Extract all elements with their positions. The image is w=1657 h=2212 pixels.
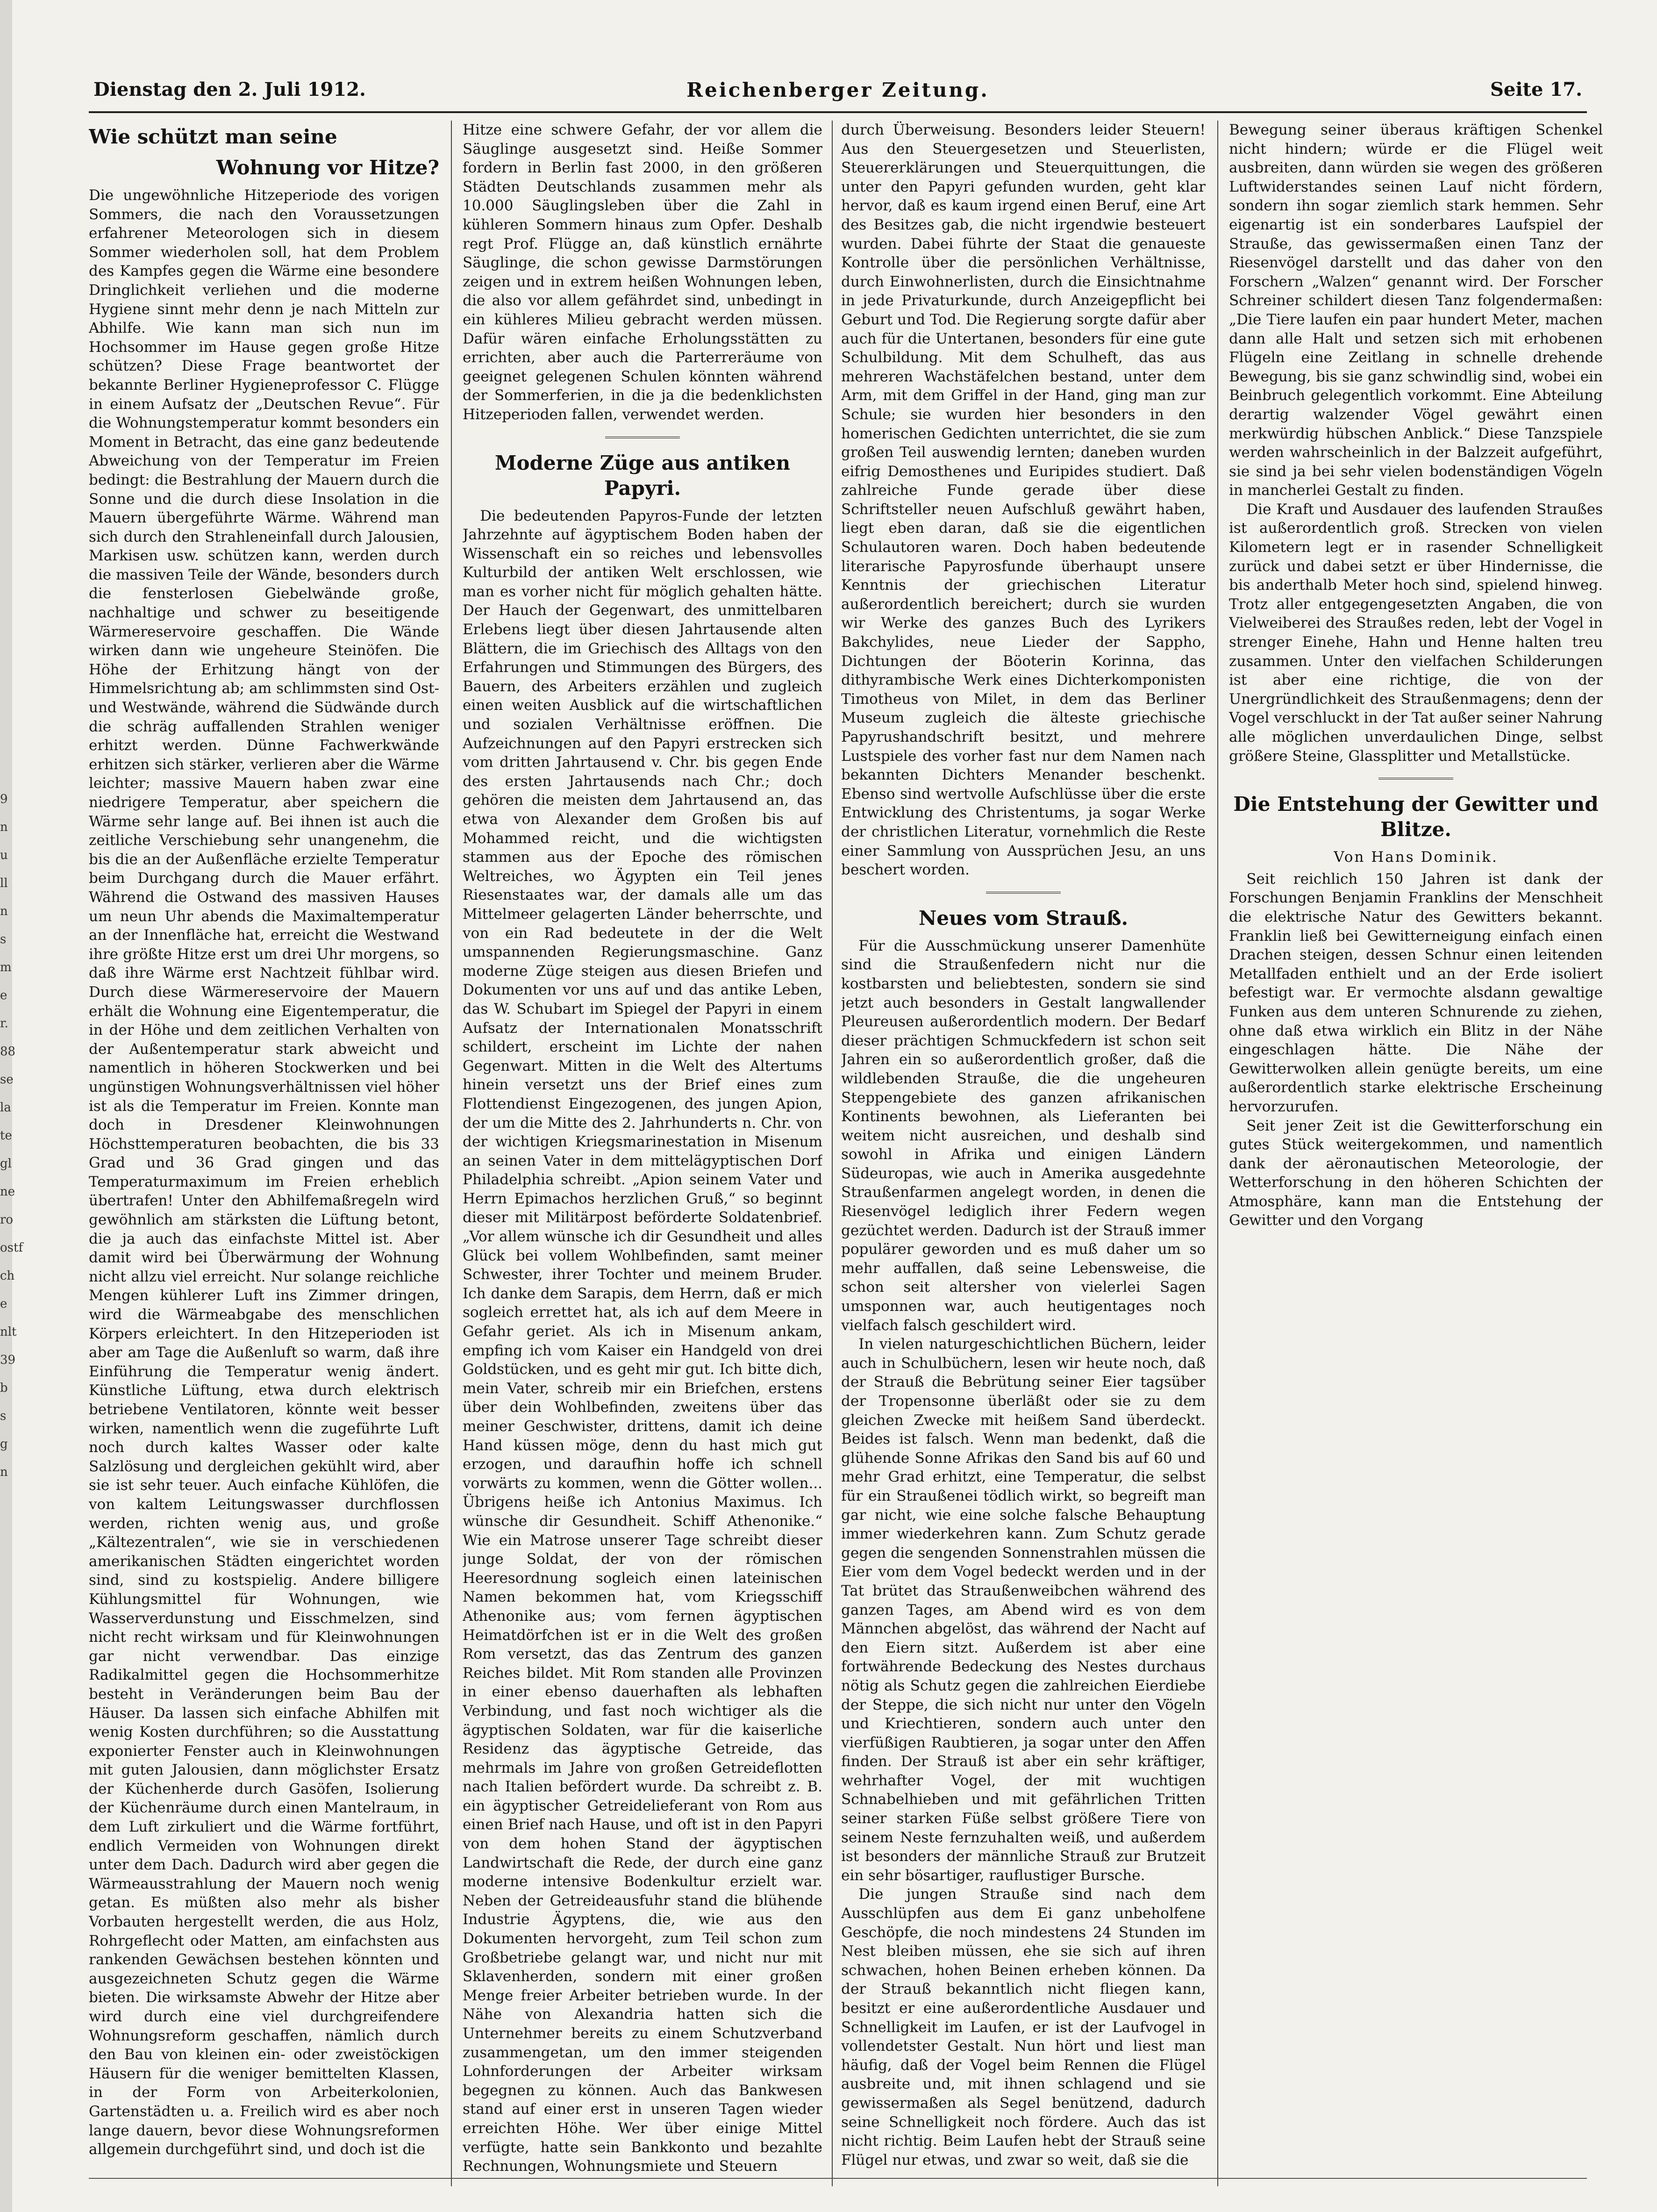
article-title-hitze-line2: Wohnung vor Hitze? [216, 156, 439, 179]
article-paragraph: In vielen naturgeschichtlichen Büchern, leider auch in Schulbüchern, lesen wir heute noch, daß der Strauß die Bebrütung seiner Eier tagsüber der Tropensonne überläßt oder sie zu dem gleichen Zwecke mit heißem Sand überdeckt. Beides ist falsch. Wenn man bedenkt, daß die glühende Sonne Afrikas den Sand bis auf 60 und mehr Grad erhitzt, eine Temperatur, die selbst für ein Straußenei tödlich wirkt, so begreift man gar nicht, wie eine solche falsche Behauptung immer wiederkehren kann. Zum Schutz gerade gegen die sengenden Sonnenstrahlen müssen die Eier vom dem Vogel bedeckt werden und in der Tat brütet das Straußenweibchen während des ganzen Tages, am Abend wird es von dem Männchen abgelöst, das während der Nacht auf den Eiern sitzt. Außerdem ist aber eine fortwährende Bedeckung des Nestes durchaus nötig als Schutz gegen die zahlreichen Eierdiebe der Steppe, die sich nicht nur unter den Vögeln und Kriechtieren, sondern auch unter den vierfüßigen Raubtieren, ja sogar unter den Affen finden. Der Strauß ist aber ein sehr kräftiger, wehrhafter Vogel, der mit wuchtigen Schnabelhieben und mit gefährlichen Tritten seiner starken Füße selbst größere Tiere von seinem Neste fernzuhalten weiß, und außerdem ist besonders der männliche Strauß zur Brutzeit ein sehr bösartiger, rauflustiger Bursche. [841, 1336, 1206, 1884]
article-paragraph: Die ungewöhnliche Hitzeperiode des vorigen Sommers, die nach den Voraussetzungen erfahrener Meteorologen sich in diesem Sommer wiederholen soll, hat dem Problem des Kampfes gegen die Wärme eine besondere Dringlichkeit verliehen und die moderne Hygiene sinnt mehr denn je nach Mitteln zur Abhilfe. Wie kann man sich nun im Hochsommer im Hause gegen große Hitze schützen? Diese Frage beantwortet der bekannte Berliner Hygieneprofessor C. Flügge in einem Aufsatz der „Deutschen Revue“. Für die Wohnungstemperatur kommt besonders ein Moment in Betracht, das eine ganz bedeutende Abweichung von der Temperatur im Freien bedingt: die Bestrahlung der Mauern durch die Sonne und die durch diese Insolation in die Mauern übergeführte Wärme. Während man sich durch den Strahleneinfall durch Jalousien, Markisen usw. schützen kann, werden durch die massiven Teile der Wände, besonders durch die fensterlosen Giebelwände große, nachhaltige und schwer zu beseitigende Wärmereservoire geschaffen. Die Wände wirken dann wie ungeheure Steinöfen. Die Höhe der Erhitzung hängt von der Himmelsrichtung ab; am schlimmsten sind Ost- und Westwände, während die Südwände durch die schräg auffallenden Strahlen weniger erhitzt werden. Dünne Fachwerkwände erhitzen sich stärker, verlieren aber die Wärme leichter; massive Mauern haben zwar eine niedrigere Temperatur, aber speichern die Wärme sehr lange auf. Bei ihnen ist auch die zeitliche Verschiebung sehr unangenehm, die bis die an der Außenfläche erzielte Temperatur beim Durchgang durch die Mauer erfährt. Während die Ostwand des massiven Hauses um neun Uhr abends die Maximaltemperatur an der Innenfläche hat, erreicht die Westwand ihre größte Hitze erst um drei Uhr morgens, so daß ihre Wärme erst Nachtzeit fühlbar wird. Durch diese Wärmereservoire der Mauern erhält die Wohnung eine Eigentemperatur, die in der Höhe und dem zeitlichen Verhalten von der Außentemperatur stark abweicht und namentlich in höheren Stockwerken und bei ungünstigen Wohnungsverhältnissen viel höher ist als die Temperatur im Freien. Konnte man doch in Dresdener Kleinwohnungen Höchsttemperaturen beobachten, die bis 33 Grad und 36 Grad gingen und das Temperaturmaximum im Freien erheblich übertrafen! Unter den Abhilfemaßregeln wird gewöhnlich am stärksten die Lüftung betont, die ja auch das einfachste Mittel ist. Aber damit wird bei Überwärmung der Wohnung nicht allzu viel erreicht. Nur solange reichliche Mengen kühlerer Luft ins Zimmer dringen, wird die Wärmeabgabe des menschlichen Körpers erleichtert. In den Hitzeperioden ist aber am Tage die Außenluft so warm, daß ihre Einführung die Temperatur wenig ändert. Künstliche Lüftung, etwa durch elektrisch betriebene Ventilatoren, könnte weit besser wirken, namentlich wenn die zugeführte Luft noch durch kaltes Wasser oder kalte Salzlösung und dergleichen gekühlt wird, aber sie ist sehr teuer. Auch einfache Kühlöfen, die von kaltem Leitungswasser durchflossen werden, richten wenig aus, und große „Kältezentralen“, wie sie in verschiedenen amerikanischen Städten eingerichtet worden sind, sind zu kostspielig. Andere billigere Kühlungsmittel für Wohnungen, wie Wasserverdunstung und Eisschmelzen, sind nicht recht wirksam und für Kleinwohnungen gar nicht verwendbar. Das einzige Radikalmittel gegen die Hochsommerhitze besteht in Veränderungen beim Bau der Häuser. Da lassen sich einfache Abhilfen mit wenig Kosten durchführen; so die Ausstattung exponierter Fenster auch in Kleinwohnungen mit guten Jalousien, dann möglichster Ersatz der Küchenherde durch Gasöfen, Isolierung der Küchenräume durch einen Mantelraum, in dem Luft zirkuliert und die Wärme fortführt, endlich Vermeiden von Wohnungen direkt unter dem Dach. Dadurch wird aber gegen die Wärmeausstrahlung der Mauern noch wenig getan. Es müßten also mehr als bisher Vorbauten hergestellt werden, die aus Holz, Rohrgeflecht oder Matten, am einfachsten aus rankenden Gewächsen bestehen könnten und ausgezeichneten Schutz gegen die Wärme bieten. Die wirksamste Abwehr der Hitze aber wird durch eine viel durchgreifendere Wohnungsreform geschaffen, nämlich durch den Bau von kleinen ein- oder zweistöckigen Häusern für die weniger bemittelten Klassen, in der Form von Arbeiterkolonien, Gartenstädten u. a. Freilich wird es aber noch lange dauern, bevor diese Wohnungsreformen allgemein durchgeführt sind, und doch ist die [89, 187, 439, 2158]
article-title-gewitter: Die Entstehung der Gewitter und Blitze. [1233, 793, 1599, 841]
header-rule [89, 111, 1587, 113]
article-paragraph: Für die Ausschmückung unserer Damenhüte sind die Straußenfedern nicht nur die kostbarsten und beliebtesten, sondern sie sind jetzt auch besonders in Gestalt langwallender Pleureusen außerordentlich modern. Der Bedarf dieser prächtigen Schmuckfedern ist schon seit Jahren ein so außerordentlich großer, daß die wildlebenden Strauße, die die ungeheuren Steppengebiete des ganzen afrikanischen Kontinents bewohnen, als Lieferanten bei weitem nicht ausreichen, und deshalb sind sowohl in Afrika und einigen Ländern Südeuropas, wie auch in Amerika ausgedehnte Straußenfarmen angelegt worden, in denen die Riesenvögel lediglich ihrer Federn wegen gezüchtet werden. Dadurch ist der Strauß immer populärer geworden und es muß daher um so mehr auffallen, daß seine Lebensweise, die schon seit altersher von vielerlei Sagen umsponnen war, auch heutigentages noch vielfach falsch geschildert wird. [841, 937, 1206, 1334]
column-4 [1229, 121, 1603, 2177]
article-separator [1378, 778, 1453, 781]
adjacent-page-fragment: 88 [0, 1045, 16, 1059]
page-number: Seite 17. [1490, 79, 1582, 100]
article-paragraph: Die Kraft und Ausdauer des laufenden Straußes ist außerordentlich groß. Strecken von vielen Kilometern legt er in rasender Schnelligkeit zurück und dabei setzt er über Hindernisse, die bis anderthalb Meter hoch sind, spielend hinweg. Trotz aller entgegengesetzten Angaben, die von Vielweiberei des Straußes reden, lebt der Vogel in strenger Einehe, Hahn und Henne halten treu zusammen. Unter den vielfachen Schilderungen ist aber eine richtige, die von der Unergründlichkeit des Straußenmagens; denn der Vogel verschluckt in der Tat außer seiner Nahrung alle möglichen unverdaulichen Dinge, selbst größere Steine, Glassplitter und Metallstücke. [1229, 501, 1603, 765]
adjacent-page-fragment: r. [0, 1017, 8, 1031]
article-title-strauss: Neues vom Strauß. [918, 906, 1128, 930]
adjacent-page-fragment: e [0, 1297, 7, 1311]
article-paragraph: Bewegung seiner überaus kräftigen Schenkel nicht hindern; würde er die Flügel weit ausbreiten, dann würden sie wegen des größeren Luftwiderstandes seinen Lauf nicht fördern, sondern ihn sogar ziemlich stark hemmen. Sehr eigenartig ist ein sonderbares Laufspiel der Strauße, das gewissermaßen einen Tanz der Riesenvögel darstellt und das daher von den Forschern „Walzen“ genannt wird. Der Forscher Schreiner schildert diesen Tanz folgendermaßen: „Die Tiere laufen ein paar hundert Meter, machen dann alle Halt und setzen sich mit erhobenen Flügeln eine Zeitlang in schnelle drehende Bewegung, bis sie ganz schwindlig sind, wobei ein Beinbruch gelegentlich vorkommt. Eine Abteilung derartig walzender Vögel gewährt einen merkwürdig hübschen Anblick.“ Diese Tanzspiele werden wahrscheinlich in der Balzzeit aufgeführt, sie sind ja bei sehr vielen bodenständigen Vögeln in mancherlei Gestalt zu finden. [1229, 122, 1603, 499]
adjacent-page-fragment: n [0, 904, 8, 918]
article-separator [986, 892, 1061, 895]
adjacent-page-fragment: ostf [0, 1241, 23, 1255]
adjacent-page-fragment: g [0, 1437, 8, 1451]
article-paragraph: Seit reichlich 150 Jahren ist dank der Forschungen Benjamin Franklins der Menschheit die elektrische Natur des Gewitters bekannt. Franklin ließ bei Gewitterneigung einfach einen Drachen steigen, dessen Schnur einen leitenden Metallfaden enthielt und an der Erde isoliert befestigt war. Er vermochte alsdann gewaltige Funken aus dem unteren Schnurende zu ziehen, ohne daß etwa wirklich ein Blitz in der Nähe eingeschlagen hätte. Die Nähe der Gewitterwolken allein genügte bereits, um eine außerordentlich starke elektrische Erscheinung hervorzurufen. [1229, 870, 1603, 1115]
article-paragraph: Seit jener Zeit ist die Gewitterforschung ein gutes Stück weitergekommen, und namentlich dank der aëronautischen Meteorologie, der Wetterforschung in den höheren Schichten der Atmosphäre, kann man die Entstehung der Gewitter und den Vorgang [1229, 1117, 1603, 1229]
column-rule [832, 121, 833, 2186]
adjacent-page-fragment: n [0, 1465, 8, 1479]
page-header [93, 79, 1582, 111]
article-title-hitze-line1: Wie schützt man seine [89, 125, 337, 148]
adjacent-page-fragment: ch [0, 1269, 15, 1283]
column-1 [89, 121, 439, 2177]
issue-date: Dienstag den 2. Juli 1912. [93, 79, 366, 100]
article-paragraph: Die bedeutenden Papyros-Funde der letzten Jahrzehnte auf ägyptischem Boden haben der Wissenschaft ein so reiches und lebensvolles Kulturbild der antiken Welt erschlossen, wie man es vorher nicht für möglich gehalten hätte. Der Hauch der Gegenwart, des unmittelbaren Erlebens liegt über diesen Jahrtausende alten Blättern, die im Griechisch des Alltags von den Erfahrungen und Stimmungen des Bürgers, des Bauern, des Arbeiters erzählen und zugleich einen weiten Ausblick auf die wirtschaftlichen und sozialen Verhältnisse eröffnen. Die Aufzeichnungen auf den Papyri erstrecken sich vom dritten Jahrtausend v. Chr. bis gegen Ende des ersten Jahrtausends nach Chr.; doch gehören die meisten dem Jahrtausend an, das etwa von Alexander dem Großen bis auf Mohammed reicht, und die wichtigsten stammen aus der Epoche des römischen Weltreiches, wo Ägypten ein Teil jenes Riesenstaates war, der damals alle um das Mittelmeer gelagerten Länder beherrschte, und von ein Rad bedeutete in der die Welt umspannenden Regierungsmaschine. Ganz moderne Züge steigen aus diesen Briefen und Dokumenten vor uns auf und das antike Leben, das W. Schubart im Spiegel der Papyri in einem Aufsatz der Internationalen Monatsschrift schildert, erscheint im Lichte der nahen Gegenwart. Mitten in die Welt des Altertums hinein versetzt uns der Brief eines zum Flottendienst Eingezogenen, des jungen Apion, der um die Mitte des 2. Jahrhunderts n. Chr. von der wichtigen Kriegsmarinestation in Misenum an seinen Vater in dem mittelägyptischen Dorf Philadelphia schreibt. „Apion seinem Vater und Herrn Epimachos herzlichen Gruß,“ so beginnt dieser mit Militärpost beförderte Soldatenbrief. „Vor allem wünsche ich dir Gesundheit und alles Glück bei vollem Wohlbefinden, samt meiner Schwester, ihrer Tochter und meinem Bruder. Ich danke dem Sarapis, dem Herrn, daß er mich sogleich errettet hat, als ich auf dem Meere in Gefahr geriet. Als ich in Misenum ankam, empfing ich vom Kaiser ein Handgeld von drei Goldstücken, und es geht mir gut. Ich bitte dich, mein Vater, schreib mir ein Briefchen, erstens über dein Wohlbefinden, zweitens über das meiner Geschwister, drittens, damit ich deine Hand küssen möge, denn du hast mich gut erzogen, und daraufhin hoffe ich schnell vorwärts zu kommen, wenn die Götter wollen... Übrigens heiße ich Antonius Maximus. Ich wünsche dir Gesundheit. Schiff Athenonike.“ Wie ein Matrose unserer Tage schreibt dieser junge Soldat, der von der römischen Heeresordnung sogleich einen lateinischen Namen bekommen hat, vom Kriegsschiff Athenonike aus; vom fernen ägyptischen Heimatdörfchen ist er in die Welt des großen Rom versetzt, das das Zentrum des ganzen Reiches bildet. Mit Rom standen alle Provinzen in einer ebenso dauerhaften als lebhaften Verbindung, und fast noch wichtiger als die ägyptischen Soldaten, war für die kaiserliche Residenz das ägyptische Getreide, das mehrmals im Jahre von großen Getreideflotten nach Italien befördert wurde. Da schreibt z. B. ein ägyptischer Getreidelieferant von Rom aus einen Brief nach Hause, und oft ist in den Papyri von dem hohen Stand der ägyptischen Landwirtschaft die Rede, der durch eine ganz moderne intensive Bodenkultur erzielt war. Neben der Getreideausfuhr stand die blühende Industrie Ägyptens, die, wie aus den Dokumenten hervorgeht, zum Teil schon zum Großbetriebe gelangt war, und nicht nur mit Sklavenherden, sondern mit einer großen Menge freier Arbeiter betrieben wurde. In der Nähe von Alexandria hatten sich die Unternehmer bereits zu einem Schutzverband zusammengetan, um den immer steigenden Lohnforderungen der Arbeiter wirksam begegnen zu können. Auch das Bankwesen stand auf einer erst in unseren Tagen wieder erreichten Höhe. Wer über einige Mittel verfügte, hatte sein Bankkonto und bezahlte Rechnungen, Wohnungsmiete und Steuern [463, 507, 822, 2175]
newspaper-name: Reichenberger Zeitung. [686, 79, 989, 101]
adjacent-page-fragment: nlt [0, 1325, 17, 1339]
column-3 [841, 121, 1206, 2177]
adjacent-page-fragment: u [0, 848, 8, 862]
article-paragraph: Die jungen Strauße sind nach dem Ausschlüpfen aus dem Ei ganz unbeholfene Geschöpfe, die noch mindestens 24 Stunden im Nest bleiben müssen, ehe sie sich auf ihren schwachen, hohen Beinen erheben können. Da der Strauß bekanntlich nicht fliegen kann, besitzt er eine außerordentliche Ausdauer und Schnelligkeit im Laufen, er ist der Laufvogel in vollendetster Gestalt. Nun hört und liest man häufig, daß der Vogel beim Rennen die Flügel ausbreite und, mit ihnen schlagend und sie gewissermaßen als Segel benützend, dadurch seine Schnelligkeit noch fördere. Auch das ist nicht richtig. Beim Laufen hebt der Strauß seine Flügel nur etwas, und zwar so weit, daß sie die [841, 1886, 1206, 2169]
adjacent-page-fragment: ro [0, 1213, 14, 1227]
adjacent-page-fragment: e [0, 988, 7, 1002]
column-rule [451, 121, 452, 2186]
article-paragraph: Hitze eine schwere Gefahr, der vor allem die Säuglinge ausgesetzt sind. Heiße Sommer fordern in Berlin fast 2000, in den größeren Städten Deutschlands zusammen mehr als 10.000 Säuglingsleben über die Zahl in kühleren Sommern hinaus zum Opfer. Deshalb regt Prof. Flügge an, daß künstlich ernährte Säuglinge, die schon gewisse Darmstörungen zeigen und in extrem heißen Wohnungen leben, die also vor allem gefährdet sind, unbedingt in ein kühleres Milieu gebracht werden müssen. Dafür wären einfache Erholungsstätten zu errichten, aber auch die Parterreräume von geeignet gelegenen Schulen könnten während der Sommerferien, in die ja die bedenklichsten Hitzeperioden fallen, verwendet werden. [463, 122, 822, 423]
column-rule [1217, 121, 1218, 2186]
adjacent-page-fragment: 9 [0, 792, 8, 806]
adjacent-page-scraps [0, 785, 23, 1486]
adjacent-page-fragment: m [0, 960, 12, 974]
adjacent-page-fragment: n [0, 820, 8, 834]
column-2 [463, 121, 822, 2177]
adjacent-page-fragment: te [0, 1129, 12, 1143]
article-author: Von Hans Dominik. [1334, 849, 1498, 866]
article-separator [605, 437, 680, 440]
adjacent-page-fragment: se [0, 1073, 14, 1087]
bottom-rule [89, 2178, 1587, 2179]
adjacent-page-fragment: gl [0, 1157, 12, 1171]
article-paragraph: durch Überweisung. Besonders leider Steuern! Aus den Steuergesetzen und Steuerlisten, Steuererklärungen und Steuerquittungen, die unter den Papyri gefunden wurden, geht klar hervor, daß es kaum irgend einen Beruf, eine Art des Besitzes gab, die nicht irgendwie besteuert wurden. Dabei führte der Staat die genaueste Kontrolle über die persönlichen Verhältnisse, durch Einwohnerlisten, durch die Einsichtnahme in jede Privaturkunde, durch Anzeigepflicht bei Geburt und Tod. Die Regierung sorgte dafür aber auch für die Untertanen, besonders für eine gute Schulbildung. Mit dem Schulheft, das aus mehreren Wachstäfelchen bestand, unter dem Arm, mit dem Griffel in der Hand, ging man zur Schule; sie wurden hier besonders in den homerischen Gedichten unterrichtet, die sie zum großen Teil auswendig lernten; daneben wurden eifrig Demosthenes und Euripides studiert. Daß zahlreiche Funde gerade über diese Schriftsteller neuen Aufschluß gewährt haben, liegt eben daran, daß sie die eigentlichen Schulautoren waren. Doch haben bedeutende literarische Papyrosfunde überhaupt unsere Kenntnis der griechischen Literatur außerordentlich bereichert; durch sie wurden wir Werke des ganzes Buch des Lyrikers Bakchylides, neue Lieder der Sappho, Dichtungen der Böoterin Korinna, das dithyrambische Werk eines Dichterkomponisten Timotheus von Milet, in dem das Berliner Museum zugleich die älteste griechische Papyrushandschrift besitzt, und mehrere Lustspiele des vorher fast nur dem Namen nach bekannten Dichters Menander beschenkt. Ebenso sind wertvolle Aufschlüsse über die erste Entwicklung des Christentums, ja sogar Werke der christlichen Literatur, vornehmlich die Reste einer Sammlung von Aussprüchen Jesu, an uns beschert worden. [841, 122, 1206, 879]
adjacent-page-fragment: s [0, 1409, 7, 1423]
adjacent-page-fragment: 39 [0, 1353, 16, 1367]
adjacent-page-fragment: s [0, 932, 7, 946]
adjacent-page-fragment: ll [0, 876, 8, 890]
adjacent-page-fragment: ne [0, 1185, 15, 1199]
adjacent-page-fragment: b [0, 1381, 8, 1395]
article-title-papyri: Moderne Züge aus antiken Papyri. [495, 451, 790, 500]
adjacent-page-fragment: la [0, 1101, 11, 1115]
